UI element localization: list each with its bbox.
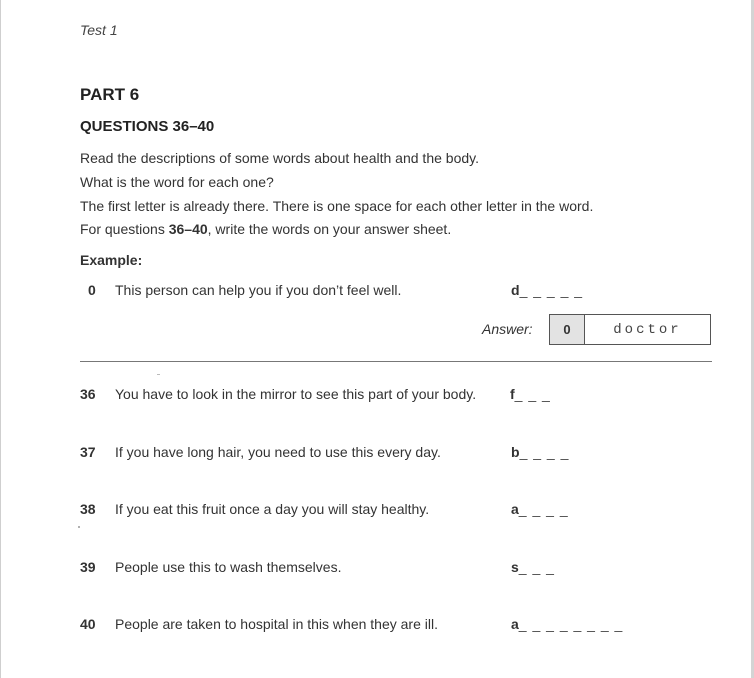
test-label: Test 1 (80, 22, 118, 38)
instruction-line-4 (80, 221, 451, 237)
first-letter: b (511, 444, 520, 460)
first-letter: f (510, 386, 515, 402)
letter-blanks: _ _ _ (518, 559, 555, 575)
question-number: 37 (80, 444, 96, 460)
question-text: If you have long hair, you need to use this every day. (115, 444, 441, 460)
letter-blanks: _ _ _ _ _ _ _ _ (518, 616, 624, 632)
instruction-line-2: What is the word for each one? (80, 174, 274, 190)
answer-label: Answer: (482, 321, 533, 337)
question-text: You have to look in the mirror to see this part of your body. (115, 386, 477, 402)
questions-title: QUESTIONS 36–40 (80, 118, 215, 135)
example-number: 0 (88, 282, 96, 298)
instruction-line-4-prefix: For questions (80, 221, 169, 237)
example-clue (511, 282, 583, 298)
question-text: People use this to wash themselves. (115, 559, 342, 575)
answer-number: 0 (550, 315, 585, 344)
instruction-line-1: Read the descriptions of some words about health and the body. (80, 150, 479, 166)
question-number: 39 (80, 559, 96, 575)
letter-blanks: _ _ _ _ (518, 501, 569, 517)
scan-speck (157, 374, 160, 375)
question-clue (511, 559, 555, 575)
instruction-line-3: The first letter is already there. There is one space for each other letter in the word. (80, 198, 594, 214)
example-first-letter: d (511, 282, 520, 298)
answer-box (549, 314, 711, 345)
question-number: 38 (80, 501, 96, 517)
question-clue (511, 616, 623, 632)
section-divider (80, 361, 712, 362)
question-number: 40 (80, 616, 96, 632)
instruction-line-4-suffix: , write the words on your answer sheet. (207, 221, 452, 237)
first-letter: s (511, 559, 519, 575)
question-text: If you eat this fruit once a day you will stay healthy. (115, 501, 430, 517)
question-clue (511, 444, 569, 460)
question-clue (510, 386, 551, 402)
answer-word: doctor (613, 321, 682, 338)
question-text: People are taken to hospital in this when they are ill. (115, 616, 438, 632)
example-label: Example: (80, 252, 143, 268)
letter-blanks: _ _ _ _ (519, 444, 570, 460)
letter-blanks: _ _ _ (514, 386, 551, 402)
example-blanks: _ _ _ _ _ (519, 282, 584, 298)
page-edge-left (0, 0, 1, 678)
first-letter: a (511, 616, 519, 632)
first-letter: a (511, 501, 519, 517)
question-number: 36 (80, 386, 96, 402)
scan-speck (78, 526, 80, 528)
question-clue (511, 501, 569, 517)
example-text: This person can help you if you don’t feel well. (115, 282, 402, 298)
part-title: PART 6 (80, 85, 140, 104)
instruction-line-4-range: 36–40 (168, 221, 208, 237)
